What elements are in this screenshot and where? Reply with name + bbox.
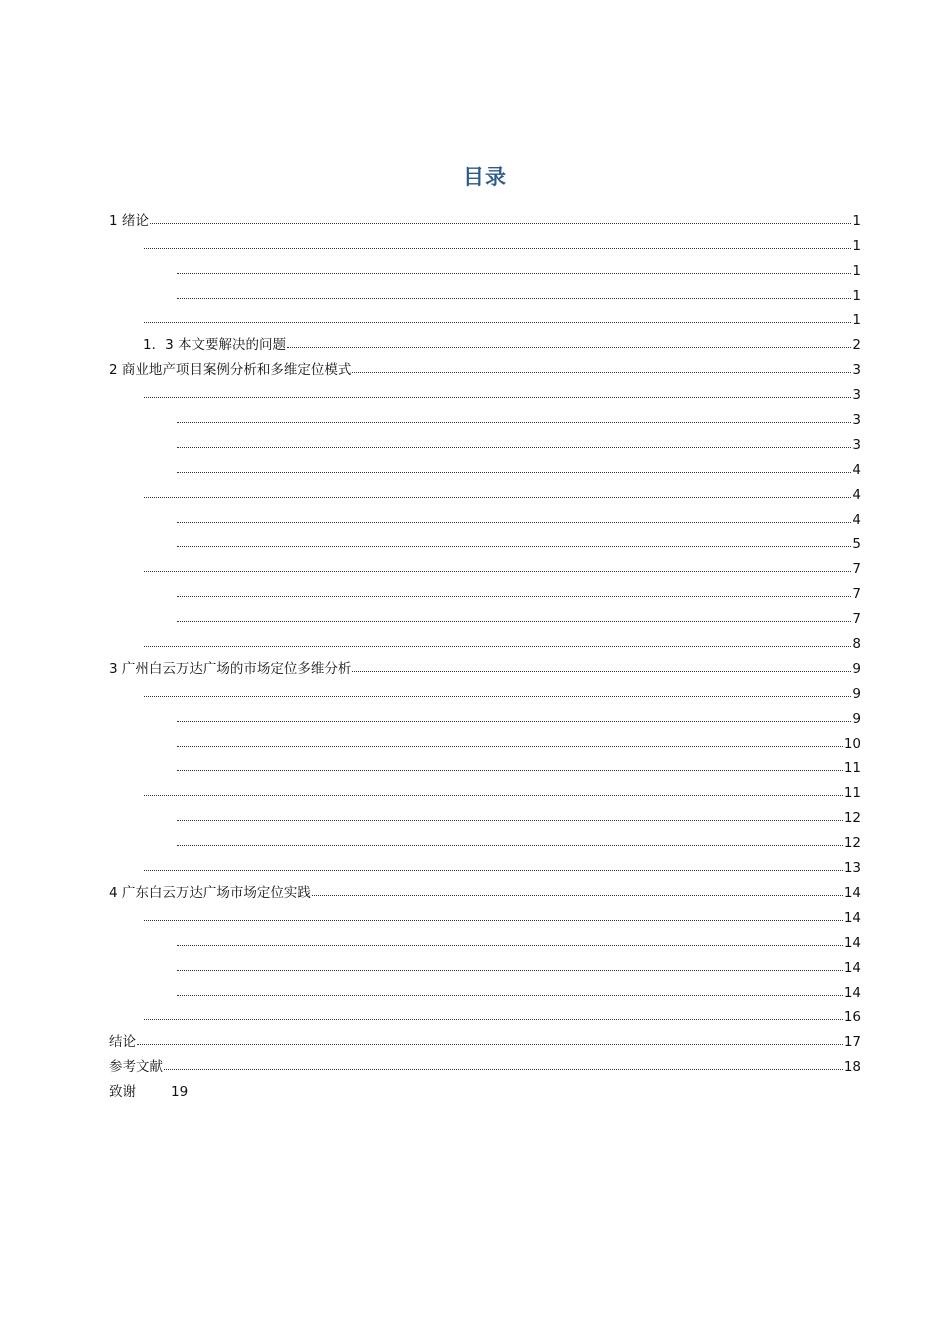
toc-entry[interactable] xyxy=(109,1025,861,1050)
toc-entry[interactable] xyxy=(109,926,861,951)
toc-entry[interactable] xyxy=(109,901,861,926)
dot-leader xyxy=(144,570,851,572)
toc-entry[interactable] xyxy=(109,577,861,602)
toc-entry[interactable] xyxy=(109,627,861,652)
toc-entry-page-number: 14 xyxy=(843,959,861,976)
toc-entry[interactable] xyxy=(109,304,861,329)
dot-leader xyxy=(177,297,851,299)
dot-leader xyxy=(177,720,851,722)
toc-entry[interactable] xyxy=(109,1075,861,1100)
toc-entry[interactable] xyxy=(109,453,861,478)
table-of-contents xyxy=(109,204,861,1100)
toc-entry[interactable] xyxy=(109,951,861,976)
toc-entry-page-number: 14 xyxy=(843,884,861,901)
toc-entry-page-number: 9 xyxy=(852,660,861,677)
toc-entry-page-number: 1 xyxy=(852,212,861,229)
dot-leader xyxy=(177,620,851,622)
dot-leader xyxy=(177,944,843,946)
toc-entry-page-number: 4 xyxy=(852,461,861,478)
toc-entry-page-number: 1 xyxy=(852,237,861,254)
dot-leader xyxy=(144,396,851,398)
toc-entry-label: 3 广州白云万达广场的市场定位多维分析 xyxy=(109,660,352,677)
dot-leader xyxy=(150,222,852,224)
toc-entry[interactable] xyxy=(109,378,861,403)
dot-leader xyxy=(144,321,851,323)
toc-entry[interactable] xyxy=(109,702,861,727)
toc-entry-label: 4 广东白云万达广场市场定位实践 xyxy=(109,884,311,901)
toc-entry[interactable] xyxy=(109,353,861,378)
dot-leader xyxy=(352,670,851,672)
toc-entry-page-number: 7 xyxy=(852,586,861,603)
toc-entry-page-number: 12 xyxy=(843,810,861,827)
dot-leader xyxy=(144,496,851,498)
toc-entry-label: 2 商业地产项目案例分析和多维定位模式 xyxy=(109,362,352,379)
dot-leader xyxy=(144,247,851,249)
toc-entry[interactable] xyxy=(109,428,861,453)
toc-entry-page-number: 13 xyxy=(843,860,861,877)
toc-entry[interactable] xyxy=(109,1050,861,1075)
toc-entry-label: 1 绪论 xyxy=(109,212,149,229)
toc-entry[interactable] xyxy=(109,478,861,503)
toc-entry[interactable] xyxy=(109,826,861,851)
toc-entry[interactable] xyxy=(109,328,861,353)
toc-entry-label: 致谢 xyxy=(109,1084,136,1101)
toc-entry-label: 结论 xyxy=(109,1034,136,1051)
toc-entry[interactable] xyxy=(109,403,861,428)
toc-entry[interactable] xyxy=(109,976,861,1001)
dot-leader xyxy=(287,346,851,348)
toc-entry[interactable] xyxy=(109,602,861,627)
toc-entry-page-number: 3 xyxy=(852,436,861,453)
dot-leader xyxy=(144,695,851,697)
toc-entry-page-number: 19 xyxy=(171,1084,189,1101)
toc-entry[interactable] xyxy=(109,801,861,826)
toc-entry-page-number: 14 xyxy=(843,909,861,926)
toc-entry-label: 1．3 本文要解决的问题 xyxy=(143,337,286,354)
dot-leader xyxy=(144,794,843,796)
toc-entry[interactable] xyxy=(109,752,861,777)
toc-entry-page-number: 9 xyxy=(852,685,861,702)
toc-entry[interactable] xyxy=(109,652,861,677)
toc-entry-page-number: 1 xyxy=(852,262,861,279)
dot-leader xyxy=(177,769,843,771)
dot-leader xyxy=(312,894,843,896)
dot-leader xyxy=(164,1068,843,1070)
dot-leader xyxy=(177,421,851,423)
toc-entry[interactable] xyxy=(109,727,861,752)
toc-entry[interactable] xyxy=(109,552,861,577)
toc-entry[interactable] xyxy=(109,851,861,876)
toc-entry-page-number: 3 xyxy=(852,412,861,429)
toc-entry[interactable] xyxy=(109,677,861,702)
dot-leader xyxy=(177,994,843,996)
toc-entry-page-number: 8 xyxy=(852,636,861,653)
dot-leader xyxy=(177,819,843,821)
toc-entry-page-number: 11 xyxy=(843,785,861,802)
toc-entry[interactable] xyxy=(109,254,861,279)
toc-entry[interactable] xyxy=(109,1001,861,1026)
toc-entry[interactable] xyxy=(109,279,861,304)
toc-entry-page-number: 9 xyxy=(852,710,861,727)
toc-entry-page-number: 11 xyxy=(843,760,861,777)
dot-leader xyxy=(177,272,851,274)
toc-entry[interactable] xyxy=(109,503,861,528)
dot-leader xyxy=(177,471,851,473)
toc-entry-page-number: 2 xyxy=(852,337,861,354)
dot-leader xyxy=(177,595,851,597)
toc-entry-page-number: 12 xyxy=(843,835,861,852)
dot-leader xyxy=(144,869,843,871)
dot-leader xyxy=(137,1043,843,1045)
dot-leader xyxy=(177,745,843,747)
dot-leader xyxy=(177,446,851,448)
dot-leader xyxy=(144,645,851,647)
toc-entry-page-number: 14 xyxy=(843,934,861,951)
dot-leader xyxy=(177,545,851,547)
toc-entry-page-number: 10 xyxy=(843,735,861,752)
toc-entry-page-number: 1 xyxy=(852,287,861,304)
toc-entry-page-number: 3 xyxy=(852,387,861,404)
toc-entry-page-number: 1 xyxy=(852,312,861,329)
toc-entry-page-number: 7 xyxy=(852,561,861,578)
toc-entry[interactable] xyxy=(109,776,861,801)
toc-title: 目录 xyxy=(463,165,507,189)
toc-entry[interactable] xyxy=(109,204,861,229)
dot-leader xyxy=(177,969,843,971)
toc-entry-page-number: 5 xyxy=(852,536,861,553)
dot-leader xyxy=(177,844,843,846)
dot-leader xyxy=(144,919,843,921)
dot-leader xyxy=(352,371,851,373)
toc-entry-page-number: 14 xyxy=(843,984,861,1001)
toc-entry-page-number: 18 xyxy=(843,1059,861,1076)
toc-entry-page-number: 3 xyxy=(852,362,861,379)
toc-entry-page-number: 4 xyxy=(852,486,861,503)
toc-entry-page-number: 4 xyxy=(852,511,861,528)
toc-entry[interactable] xyxy=(109,229,861,254)
toc-entry[interactable] xyxy=(109,876,861,901)
toc-entry-page-number: 7 xyxy=(852,611,861,628)
toc-entry[interactable] xyxy=(109,528,861,553)
toc-entry-page-number: 16 xyxy=(843,1009,861,1026)
toc-entry-page-number: 17 xyxy=(843,1034,861,1051)
dot-leader xyxy=(177,521,851,523)
dot-leader xyxy=(144,1018,843,1020)
toc-entry-label: 参考文献 xyxy=(109,1059,163,1076)
